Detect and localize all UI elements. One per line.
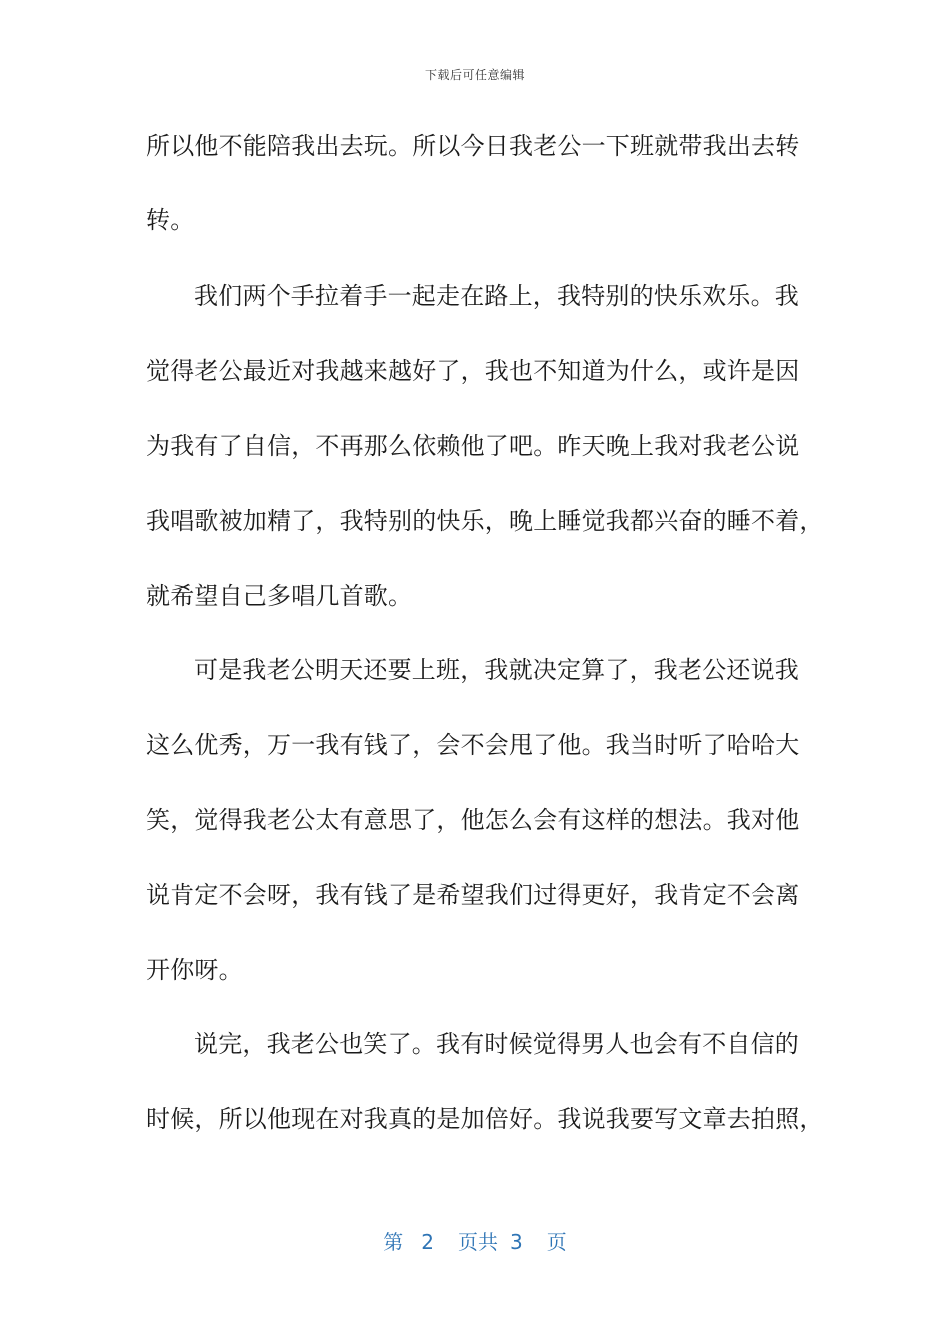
text-line: 就希望自己多唱几首歌。 [146,582,413,610]
text-line: 所以他不能陪我出去玩。所以今日我老公一下班就带我出去转 [146,132,800,160]
text-line: 时候，所以他现在对我真的是加倍好。我说我要写文章去拍照， [146,1105,824,1133]
footer-suffix: 页 [546,1230,567,1254]
text-line: 我唱歌被加精了，我特别的快乐，晚上睡觉我都兴奋的睡不着， [146,507,824,535]
text-line: 为我有了自信，不再那么依赖他了吧。昨天晚上我对我老公说 [146,432,800,460]
text-line: 觉得老公最近对我越来越好了，我也不知道为什么，或许是因 [146,357,800,385]
footer-middle: 页共 [458,1230,498,1254]
text-line: 转。 [146,206,195,234]
footer-total-pages: 3 [510,1230,523,1254]
footer-current-page: 2 [421,1230,434,1254]
page-footer [0,1226,950,1255]
paragraph-first-line: 我们两个手拉着手一起走在路上，我特别的快乐欢乐。我 [194,282,799,310]
text-line: 说肯定不会呀，我有钱了是希望我们过得更好，我肯定不会离 [146,881,800,909]
text-line: 这么优秀，万一我有钱了，会不会甩了他。我当时听了哈哈大 [146,731,800,759]
header-note: 下载后可任意编辑 [424,68,525,82]
footer-prefix: 第 [383,1230,404,1254]
paragraph-first-line: 可是我老公明天还要上班，我就决定算了，我老公还说我 [194,656,799,684]
text-line: 开你呀。 [146,956,243,984]
paragraph-first-line: 说完，我老公也笑了。我有时候觉得男人也会有不自信的 [194,1030,799,1058]
text-line: 笑，觉得我老公太有意思了，他怎么会有这样的想法。我对他 [146,806,800,834]
